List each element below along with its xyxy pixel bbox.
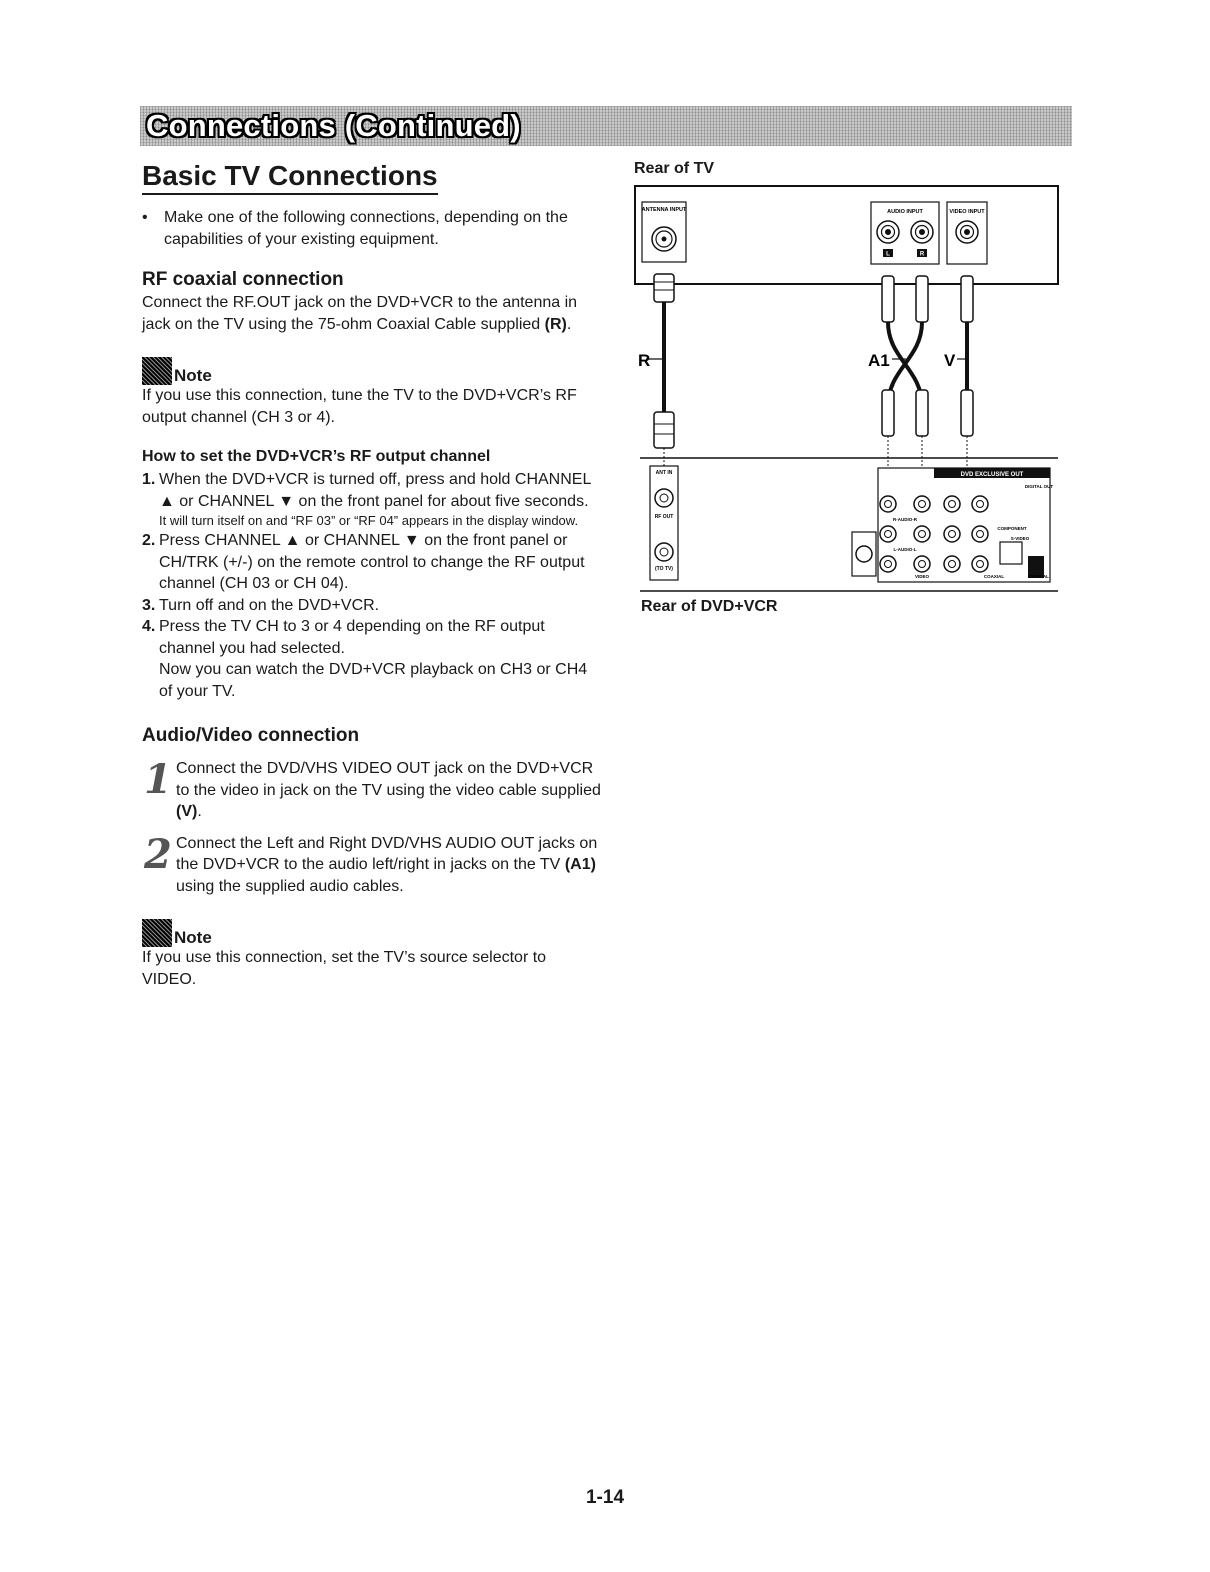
step-number: 4. (142, 618, 156, 635)
step-text: Press the TV CH to 3 or 4 depending on the RF output channel you had selected. (159, 618, 545, 657)
av-step-number: 2 (144, 830, 172, 878)
step-number: 1. (142, 471, 156, 488)
how-to-steps (142, 469, 602, 702)
note-2-text: If you use this connection, set the TV’s source selector to VIDEO. (142, 949, 547, 988)
rf-ref: (R) (544, 315, 567, 333)
note-2-header (142, 919, 602, 947)
av-item (142, 830, 602, 898)
svg-text:DIGITAL OUT: DIGITAL OUT (1024, 484, 1054, 489)
step-text: Press CHANNEL ▲ or CHANNEL ▼ on the front panel or CH/TRK (+/-) on the remote control to change the RF output channel (CH 03 or CH 04). (159, 532, 585, 592)
av-item-ref: (A1) (564, 856, 596, 873)
av-step-number: 1 (144, 756, 172, 803)
note-icon (142, 357, 172, 385)
note-1-header (142, 357, 602, 385)
how-to-step (142, 616, 602, 702)
rf-tail: . (566, 315, 572, 333)
how-to-title: How to set the DVD+VCR’s RF output channel (142, 448, 491, 465)
note-2-label: Note (174, 928, 212, 947)
svg-text:DVD EXCLUSIVE OUT: DVD EXCLUSIVE OUT (960, 472, 1024, 478)
tv-video-label: VIDEO INPUT (949, 209, 985, 215)
rf-body (142, 292, 602, 335)
section-title: Basic TV Connections (142, 160, 438, 195)
svg-text:R-AUDIO-R: R-AUDIO-R (893, 517, 917, 522)
right-column (634, 160, 1064, 178)
label-a1: A1 (868, 351, 890, 370)
step-number: 3. (142, 596, 156, 614)
rf-body-text: Connect the RF.OUT jack on the DVD+VCR to the antenna in jack on the TV using the 75-ohm Coaxial Cable supplied (142, 294, 578, 333)
header-banner (140, 106, 1072, 146)
svg-text:COAXIAL: COAXIAL (983, 574, 1005, 579)
svg-text:ANT IN: ANT IN (655, 470, 673, 476)
how-to-step (142, 595, 602, 617)
step-text: Turn off and on the DVD+VCR. (159, 596, 380, 614)
label-v: V (944, 351, 956, 370)
svg-text:(TO TV): (TO TV) (655, 566, 673, 572)
av-item-tail: using the supplied audio cables. (176, 877, 404, 895)
av-item-ref: (V) (176, 803, 198, 820)
svg-text:OPTICAL: OPTICAL (1029, 574, 1049, 579)
step-small-note: It will turn itself on and “RF 03” or “RF 04” appears in the display window. (159, 513, 579, 528)
rf-title: RF coaxial connection (142, 269, 344, 290)
note-1-text: If you use this connection, tune the TV to the DVD+VCR’s RF output channel (CH 3 or 4). (142, 387, 577, 426)
rear-vcr-caption: Rear of DVD+VCR (641, 598, 778, 615)
page-header-title: Connections (Continued) (146, 108, 521, 143)
av-item-text: Connect the DVD/VHS VIDEO OUT jack on the DVD+VCR to the video in jack on the TV using the video cable supplied (176, 760, 601, 799)
tv-rear-panel (635, 186, 1058, 284)
tv-antenna-label: ANTENNA INPUT (641, 207, 687, 213)
note-icon (142, 919, 172, 947)
step-extra: Now you can watch the DVD+VCR playback on CH3 or CH4 of your TV. (159, 661, 588, 700)
av-item (142, 758, 602, 823)
svg-text:L-AUDIO-L: L-AUDIO-L (893, 547, 917, 552)
step-number: 2. (142, 532, 156, 549)
av-item-text: Connect the Left and Right DVD/VHS AUDIO OUT jacks on the DVD+VCR to the audio left/right in jacks on the TV (176, 834, 598, 873)
svg-text:COMPONENT: COMPONENT (997, 526, 1027, 531)
label-r: R (638, 351, 651, 370)
rear-tv-caption: Rear of TV (634, 160, 715, 177)
step-text: When the DVD+VCR is turned off, press and hold CHANNEL ▲ or CHANNEL ▼ on the front panel for about five seconds. (159, 471, 591, 510)
note-1-label: Note (174, 366, 212, 385)
svg-text:VIDEO: VIDEO (914, 574, 930, 579)
svg-text:L: L (886, 251, 890, 258)
av-title: Audio/Video connection (142, 725, 360, 746)
tv-audio-label: AUDIO INPUT (887, 209, 923, 215)
how-to-step (142, 530, 602, 595)
left-column (142, 160, 602, 990)
vcr-ant-box (650, 466, 678, 580)
av-item-tail: . (197, 803, 202, 820)
svg-text:S-VIDEO: S-VIDEO (1010, 536, 1030, 541)
svg-text:RF OUT: RF OUT (654, 514, 674, 520)
page-number: 1-14 (585, 1487, 625, 1508)
connection-diagram (634, 184, 1064, 596)
svg-text:R: R (919, 251, 925, 258)
how-to-step (142, 469, 602, 530)
intro-bullet: • Make one of the following connections, depending on the capabilities of your existing equipment. (142, 207, 602, 250)
